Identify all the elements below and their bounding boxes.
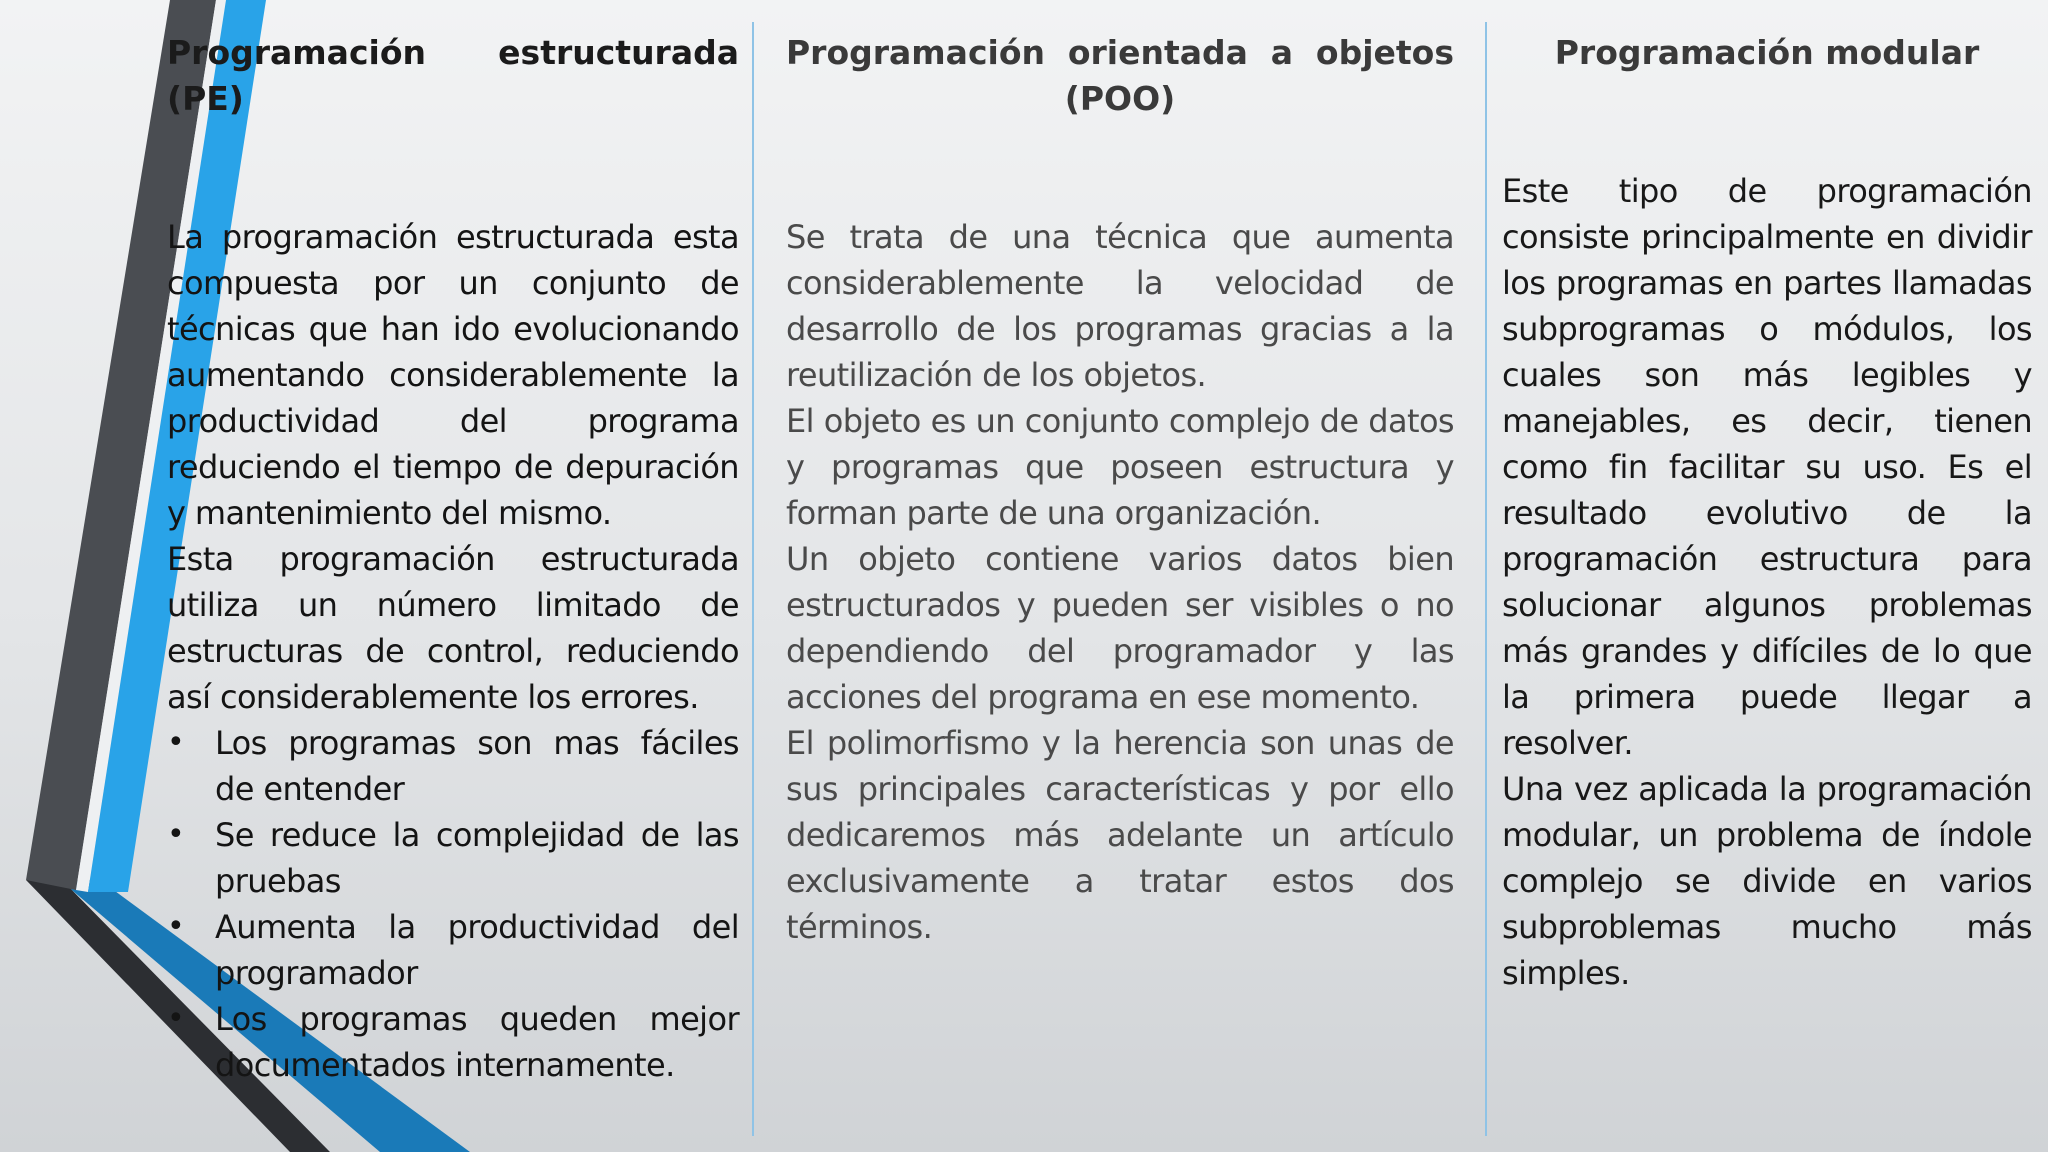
paragraph: Un objeto contiene varios datos bien estructurados y pueden ser visibles o no dependiendo del programador y las acciones del programa en ese momento. [786,540,1454,716]
paragraph: Se trata de una técnica que aumenta considerablemente la velocidad de desarrollo de los programas gracias a la reutilización de los objetos. [786,218,1454,394]
paragraph: El polimorfismo y la herencia son unas de sus principales características y por ello dedicaremos más adelante un artículo exclusivamente a tratar estos dos términos. [786,724,1454,946]
paragraph: Una vez aplicada la programación modular, un problema de índole complejo se divide en varios subproblemas mucho más simples. [1502,770,2032,992]
bullet-icon: • [167,1001,185,1036]
list-item-text: Aumenta la productividad del programador [215,908,739,992]
list-item [167,996,739,1088]
list-item-text: Los programas queden mejor documentados internamente. [215,1000,739,1084]
column-title: Programación modular [1554,33,1980,72]
bullet-icon: • [167,909,185,944]
bullet-icon: • [167,725,185,760]
column-structured-programming [167,30,739,1088]
paragraph: Esta programación estructurada utiliza un número limitado de estructuras de control, reduciendo así considerablemente los errores. [167,540,739,716]
column-title: Programación estructurada (PE) [167,33,739,118]
list-item [167,904,739,996]
benefits-list [167,720,739,1088]
column-title: Programación orientada a objetos (POO) [786,33,1454,118]
paragraph: El objeto es un conjunto complejo de datos y programas que poseen estructura y forman parte de una organización. [786,402,1454,532]
column-object-oriented-programming [786,30,1454,950]
column-modular-programming [1502,30,2032,996]
list-item-text: Los programas son mas fáciles de entender [215,724,739,808]
paragraph: La programación estructurada esta compuesta por un conjunto de técnicas que han ido evolucionando aumentando considerablemente la productividad del programa reduciendo el tiempo de depuración y mantenimiento del mismo. [167,218,739,532]
paragraph: Este tipo de programación consiste principalmente en dividir los programas en partes llamadas subprogramas o módulos, los cuales son más legibles y manejables, es decir, tienen como fin facilitar su uso. Es el resultado evolutivo de la programación estructura para solucionar algunos problemas más grandes y difíciles de lo que la primera puede llegar a resolver. [1502,172,2032,762]
list-item-text: Se reduce la complejidad de las pruebas [215,816,739,900]
bullet-icon: • [167,817,185,852]
list-item [167,812,739,904]
list-item [167,720,739,812]
